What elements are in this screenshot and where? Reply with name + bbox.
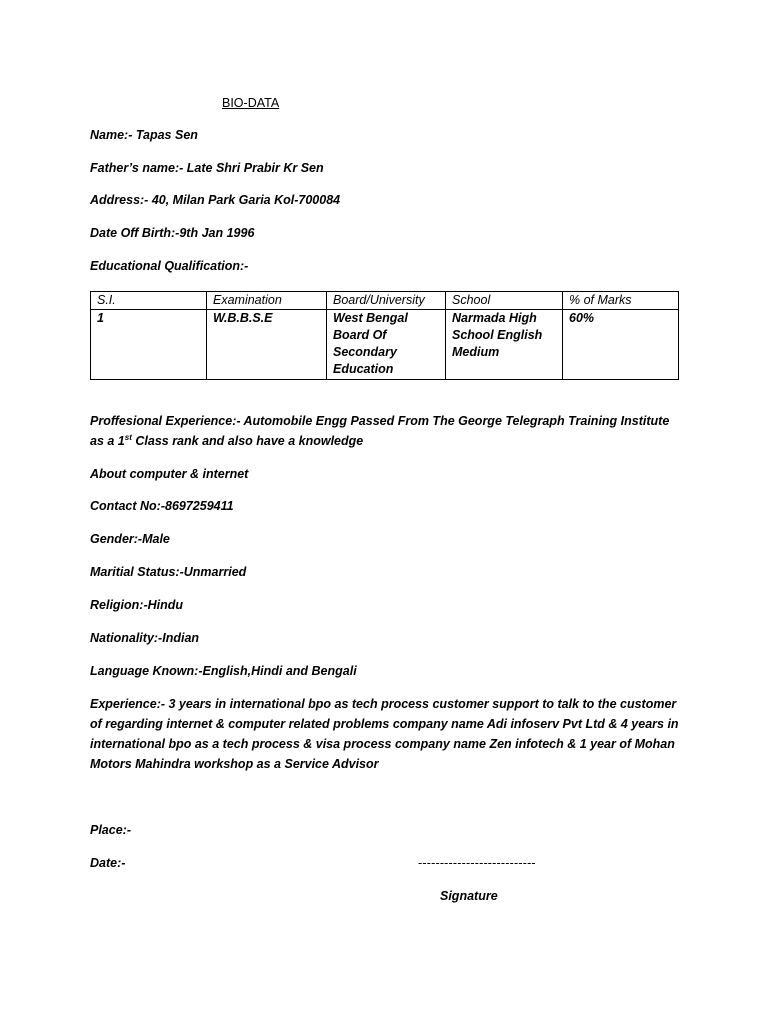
table-row — [91, 310, 679, 380]
marital-status-line: Maritial Status:-Unmarried — [90, 565, 247, 579]
cell-si: 1 — [91, 310, 207, 380]
col-header-examination: Examination — [207, 292, 327, 310]
col-header-si: S.I. — [91, 292, 207, 310]
name-line: Name:- Tapas Sen — [90, 128, 198, 142]
place-line: Place:- — [90, 823, 131, 837]
signature-label: Signature — [440, 889, 498, 903]
col-header-school: School — [446, 292, 563, 310]
cell-marks: 60% — [563, 310, 679, 380]
date-line: Date:- — [90, 856, 126, 870]
document-title: BIO-DATA — [222, 96, 280, 110]
language-line: Language Known:-English,Hindi and Bengali — [90, 664, 357, 678]
col-header-marks: % of Marks — [563, 292, 679, 310]
col-header-board: Board/University — [327, 292, 446, 310]
cell-school: Narmada High School English Medium — [446, 310, 563, 380]
signature-line: --------------------------- — [418, 856, 536, 870]
gender-line: Gender:-Male — [90, 532, 170, 546]
education-heading: Educational Qualification:- — [90, 259, 249, 273]
cell-examination: W.B.B.S.E — [207, 310, 327, 380]
dob-line: Date Off Birth:-9th Jan 1996 — [90, 226, 255, 240]
professional-text-a: Proffesional Experience:- Automobile Engg Passed From The George Telegraph Training Institute as a 1 — [90, 414, 670, 448]
religion-line: Religion:-Hindu — [90, 598, 184, 612]
experience-paragraph: Experience:- 3 years in international bpo as tech process customer support to talk to the customer of regarding internet & computer related problems company name Adi infoserv Pvt Ltd & 4 years in international bpo as a tech process & visa process company name Zen infotech & 1 year of Mohan Motors Mahindra workshop as a Service Advisor — [90, 697, 679, 771]
table-header-row — [91, 292, 679, 310]
address-line: Address:- 40, Milan Park Garia Kol-700084 — [90, 193, 341, 207]
nationality-line: Nationality:-Indian — [90, 631, 200, 645]
education-table — [90, 291, 679, 380]
ordinal-suffix: st — [124, 432, 132, 442]
cell-board: West Bengal Board Of Secondary Education — [327, 310, 446, 380]
father-name-line: Father’s name:- Late Shri Prabir Kr Sen — [90, 161, 324, 175]
computer-knowledge-line: About computer & internet — [90, 467, 249, 481]
professional-text-b: Class rank and also have a knowledge — [131, 434, 364, 448]
professional-experience — [90, 411, 680, 451]
contact-line: Contact No:-8697259411 — [90, 499, 234, 513]
